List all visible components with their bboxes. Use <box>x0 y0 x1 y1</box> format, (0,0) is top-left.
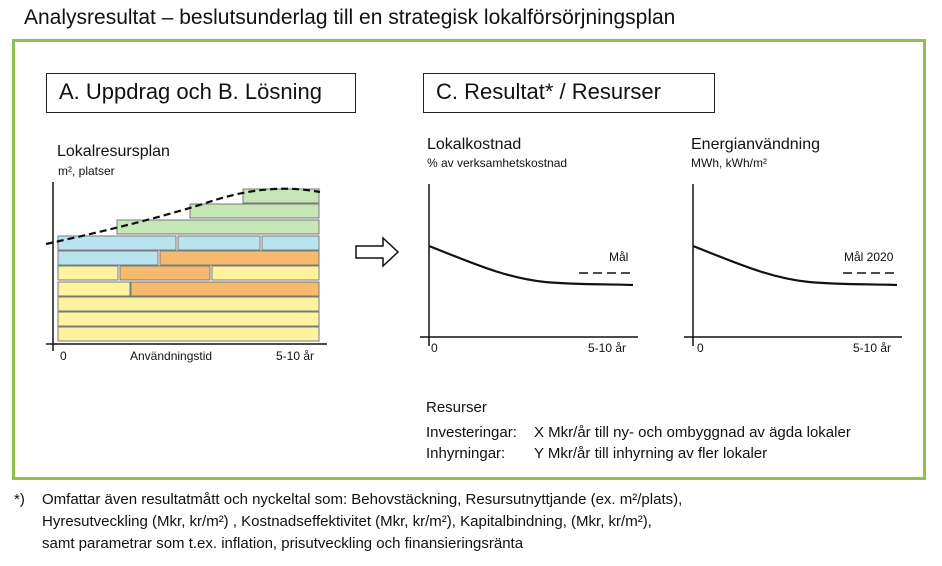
energianvandning-unit: MWh, kWh/m² <box>691 156 767 170</box>
block-yellow <box>212 266 319 280</box>
block-yellow <box>58 282 130 296</box>
arrow-icon <box>356 238 398 266</box>
lokalkostnad-x-start: 0 <box>431 341 438 355</box>
block-yellow <box>58 297 319 311</box>
energianvandning-x-start: 0 <box>697 341 704 355</box>
energianvandning-x-end: 5-10 år <box>853 341 892 355</box>
block-blue <box>178 236 260 250</box>
lokalresursplan-x-label: Användningstid <box>130 349 213 363</box>
resources-row-text: X Mkr/år till ny- och ombyggnad av ägda lokaler <box>534 424 851 441</box>
block-blue <box>58 236 176 250</box>
lokalkostnad-x-end: 5-10 år <box>588 341 627 355</box>
resources-row-text: Y Mkr/år till inhyrning av fler lokaler <box>534 445 768 462</box>
lokalkostnad-unit: % av verksamhetskostnad <box>427 156 568 170</box>
block-yellow <box>58 312 319 326</box>
block-blue <box>58 251 158 265</box>
footnote-line: samt parametrar som t.ex. inflation, prisutveckling och finansieringsränta <box>42 535 524 552</box>
block-orange <box>160 251 319 265</box>
lokalresursplan-blocks <box>58 189 319 341</box>
footnote-marker: *) <box>14 491 25 508</box>
lokalresursplan-title: Lokalresursplan <box>57 143 170 160</box>
block-green <box>190 204 319 218</box>
section-a-header: A. Uppdrag och B. Lösning <box>46 73 356 113</box>
resources-heading: Resurser <box>426 399 487 416</box>
lokalkostnad-target-label: Mål <box>609 250 629 264</box>
block-orange <box>120 266 210 280</box>
energianvandning-target-label: Mål 2020 <box>844 250 894 264</box>
footnote-line: Hyresutveckling (Mkr, kr/m²) , Kostnadseffektivitet (Mkr, kr/m²), Kapitalbindning, (Mkr, kr/m²), <box>42 513 652 530</box>
lokalresursplan-x-start: 0 <box>60 349 67 363</box>
block-orange <box>131 282 319 296</box>
lokalkostnad-curve <box>429 246 633 285</box>
footnote <box>14 489 682 555</box>
resources-row-label: Investeringar: <box>426 424 517 441</box>
energianvandning-title: Energianvändning <box>691 136 820 153</box>
page-title: Analysresultat – beslutsunderlag till en strategisk lokalförsörjningsplan <box>24 6 676 29</box>
lokalkostnad-title: Lokalkostnad <box>427 136 522 153</box>
energianvandning-curve <box>693 246 897 285</box>
block-green <box>117 220 319 234</box>
section-c-header: C. Resultat* / Resurser <box>423 73 715 113</box>
block-yellow <box>58 266 118 280</box>
block-blue <box>262 236 319 250</box>
lokalresursplan-unit: m², platser <box>58 164 115 178</box>
lokalresursplan-x-end: 5-10 år <box>276 349 315 363</box>
footnote-line: Omfattar även resultatmått och nyckeltal som: Behovstäckning, Resursutnyttjande (ex. m²/plats), <box>42 491 683 508</box>
block-yellow <box>58 327 319 341</box>
resources-row-label: Inhyrningar: <box>426 445 506 462</box>
